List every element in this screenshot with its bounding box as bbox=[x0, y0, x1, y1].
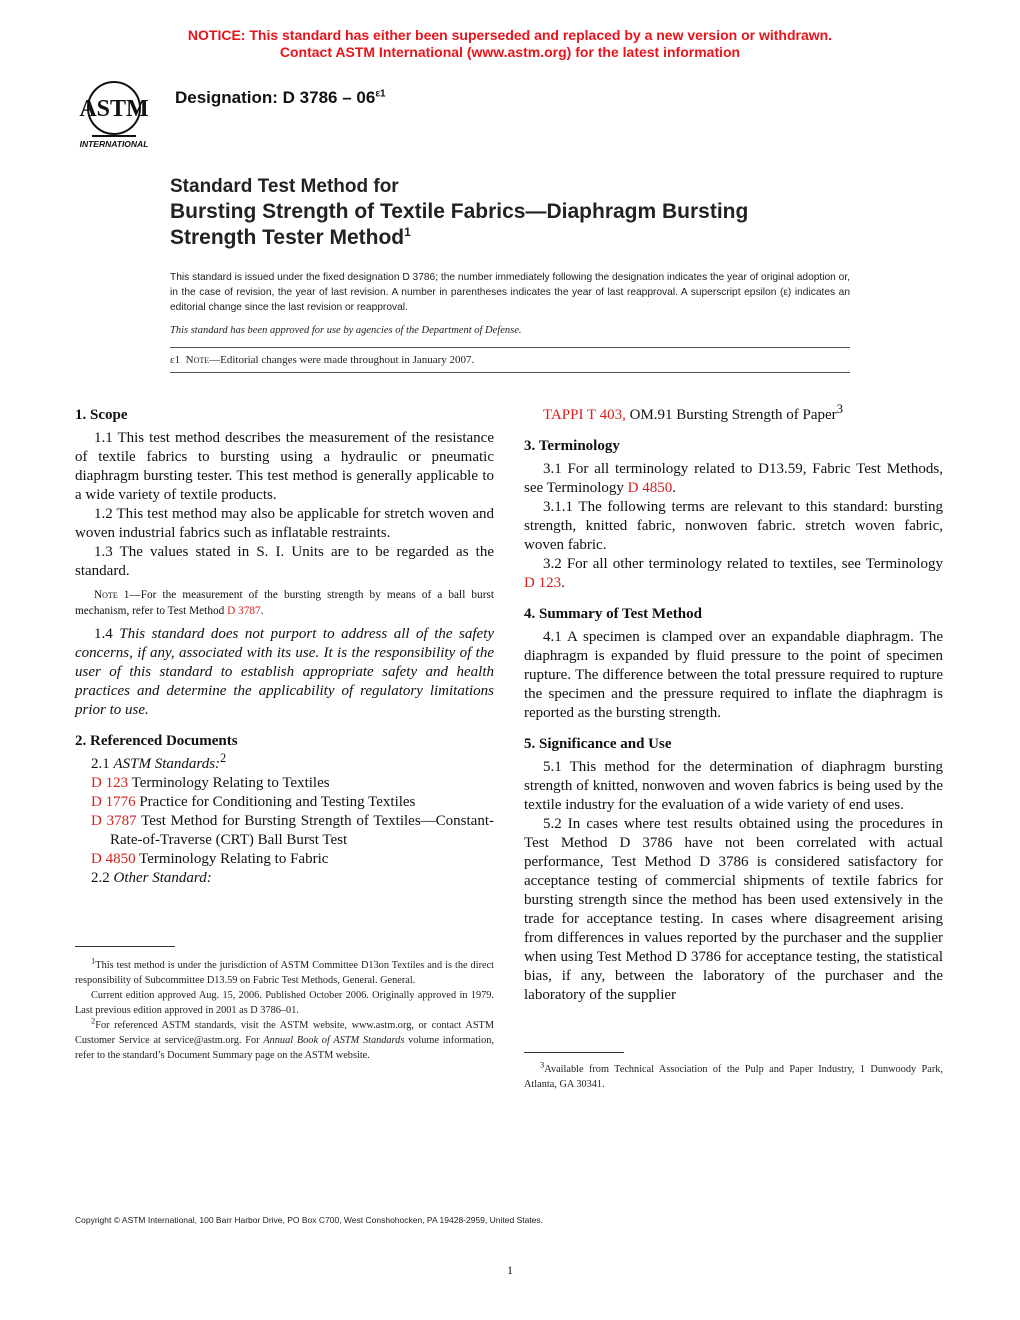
notice-line-2: Contact ASTM International (www.astm.org) for the latest information bbox=[279, 44, 741, 60]
para-3-2 bbox=[524, 555, 943, 593]
editorial-note bbox=[170, 354, 474, 366]
note-label: Note bbox=[185, 354, 210, 366]
ref-item bbox=[75, 793, 494, 812]
epsilon-mark: ε1 bbox=[170, 354, 181, 366]
section-refdocs-heading: 2. Referenced Documents bbox=[75, 733, 238, 749]
page-number: 1 bbox=[507, 1263, 513, 1277]
para-1-4-text: This standard does not purport to address all of the safety concerns, if any, associated with its use. It is the responsibility of the user of this standard to establish appropriate safety and health practices and determine the applicability of regulatory limitations prior to use. bbox=[75, 626, 495, 718]
note-1-end: . bbox=[260, 605, 264, 617]
title-line-1: Standard Test Method for bbox=[170, 176, 399, 197]
footnote-3-text: Available from Technical Association of the Pulp and Paper Industry, 1 Dunwoody Park, Atlanta, GA 30341. bbox=[524, 1064, 943, 1090]
link-d3787[interactable]: D 3787 bbox=[91, 813, 137, 829]
footnote-2-text-b: volume information, refer to the standard’s Document Summary page on the ASTM website. bbox=[75, 1035, 494, 1061]
note-1 bbox=[75, 587, 494, 619]
ref-2-1-number: 2.1 bbox=[91, 756, 114, 772]
designation-label: Designation: D 3786 – 06 bbox=[175, 88, 376, 107]
title-footnote-mark: 1 bbox=[404, 225, 411, 239]
ref-item-text: Practice for Conditioning and Testing Textiles bbox=[135, 794, 416, 810]
para-5-1: 5.1 This method for the determination of diaphragm bursting strength of knitted, nonwoven and woven fabrics is being used by the textile industry for the evaluation of a wide variety of end uses. bbox=[524, 759, 943, 813]
ref-item bbox=[75, 850, 494, 869]
notice-line-1: NOTICE: This standard has either been superseded and replaced by a new version or withdrawn. bbox=[187, 27, 833, 43]
logo-text: ASTM bbox=[79, 96, 149, 122]
page-title bbox=[170, 175, 748, 251]
copyright-line: Copyright © ASTM International, 100 Barr Harbor Drive, PO Box C700, West Conshohocken, PA 19428-2959, United States. bbox=[75, 1215, 544, 1225]
footnote-2 bbox=[75, 1015, 494, 1063]
designation-superscript: ε1 bbox=[375, 88, 386, 100]
header-rule-top bbox=[170, 347, 850, 348]
footnotes-right bbox=[524, 1059, 943, 1092]
left-column bbox=[75, 406, 494, 888]
footnote-1-mark: 1 bbox=[91, 955, 96, 966]
ref-2-1 bbox=[75, 751, 494, 774]
editorial-note-text: —Editorial changes were made throughout in January 2007. bbox=[209, 354, 475, 366]
ref-item bbox=[75, 812, 494, 850]
footnote-1 bbox=[75, 955, 494, 988]
footnote-1b: Current edition approved Aug. 15, 2006. Published October 2006. Originally approved in 1979. Last previous edition approved in 2001 as D 3786–01. bbox=[75, 990, 494, 1016]
ref-2-2-number: 2.2 bbox=[91, 870, 114, 886]
ref-2-1-text: ASTM Standards: bbox=[113, 756, 221, 772]
footnote-rule-left bbox=[75, 946, 175, 947]
ref-item-text: Terminology Relating to Fabric bbox=[135, 851, 329, 867]
supersession-notice bbox=[0, 27, 1020, 61]
para-3-1 bbox=[524, 460, 943, 498]
section-terminology-heading: 3. Terminology bbox=[524, 438, 620, 454]
section-scope-heading: 1. Scope bbox=[75, 407, 128, 423]
tappi-reference bbox=[524, 402, 943, 425]
link-d3787-note[interactable]: D 3787 bbox=[227, 605, 261, 617]
ref-2-2-text: Other Standard: bbox=[113, 870, 212, 886]
link-d4850-terminology[interactable]: D 4850 bbox=[627, 480, 673, 496]
para-3-1-text: 3.1 For all terminology related to D13.59, Fabric Test Methods, see Terminology bbox=[524, 461, 943, 496]
dod-approval-note: This standard has been approved for use by agencies of the Department of Defense. bbox=[170, 325, 522, 336]
link-d1776[interactable]: D 1776 bbox=[91, 794, 136, 810]
tappi-text: OM.91 Bursting Strength of Paper bbox=[625, 407, 837, 423]
designation bbox=[175, 88, 386, 108]
para-1-2: 1.2 This test method may also be applicable for stretch woven and woven industrial fabrics such as inflatable restraints. bbox=[75, 506, 494, 541]
para-3-1-1: 3.1.1 The following terms are relevant to this standard: bursting strength, knitted fabric, nonwoven fabric. stretch woven fabric, woven fabric. bbox=[524, 499, 943, 553]
para-1-1: 1.1 This test method describes the measurement of the resistance of textile fabrics to bursting using a hydraulic or pneumatic diaphragm bursting tester. This test method is generally applicable to a wide variety of textile products. bbox=[75, 430, 494, 503]
footnote-2-italic: Annual Book of ASTM Standards bbox=[263, 1035, 405, 1046]
note-1-label: Note bbox=[94, 589, 118, 601]
footnote-3 bbox=[524, 1059, 943, 1092]
footnotes-left bbox=[75, 955, 494, 1063]
footnote-rule-right bbox=[524, 1052, 624, 1053]
para-3-2-end: . bbox=[561, 575, 565, 591]
para-1-4-number: 1.4 bbox=[94, 626, 120, 642]
astm-logo bbox=[68, 78, 160, 150]
para-5-2: 5.2 In cases where test results obtained using the procedures in Test Method D 3786 have not been correlated with actual performance, Test Method D 3786 is considered satisfactory for acceptance testing of commercial shipments of textile fabrics for bursting strength since the method has been used extensively in the trade for acceptance testing. In cases where disagreement arising from differences in values reported by the purchaser and the supplier when using Test Method D 3786 for acceptance testing, the statistical bias, if any, between the laboratory of the purchaser and the laboratory of the supplier bbox=[524, 816, 943, 1003]
ref-2-1-sup: 2 bbox=[220, 751, 227, 765]
link-d4850[interactable]: D 4850 bbox=[91, 851, 136, 867]
right-column bbox=[524, 402, 943, 1005]
section-summary-heading: 4. Summary of Test Method bbox=[524, 606, 702, 622]
logo-subtext: INTERNATIONAL bbox=[79, 139, 149, 149]
tappi-sup: 3 bbox=[836, 402, 843, 416]
footnote-2-text-a: For referenced ASTM standards, visit the ASTM website, www.astm.org, or contact ASTM Customer Service at service@astm.org. For bbox=[75, 1020, 494, 1046]
section-significance-heading: 5. Significance and Use bbox=[524, 736, 672, 752]
header-rule-bottom bbox=[170, 372, 850, 373]
para-1-3: 1.3 The values stated in S. I. Units are to be regarded as the standard. bbox=[75, 544, 494, 579]
para-3-2-text: 3.2 For all other terminology related to textiles, see Terminology bbox=[543, 556, 943, 572]
link-d123-terminology[interactable]: D 123 bbox=[524, 575, 562, 591]
ref-item bbox=[75, 774, 494, 793]
link-d123[interactable]: D 123 bbox=[91, 775, 129, 791]
footnote-2-mark: 2 bbox=[91, 1015, 96, 1026]
footnote-1-text: This test method is under the jurisdiction of ASTM Committee D13on Textiles and is the direct responsibility of Subcommittee D13.59 on Fabric Test Methods, General. General. bbox=[75, 960, 494, 986]
para-1-4 bbox=[75, 625, 494, 720]
ref-item-text: Test Method for Bursting Strength of Textiles—Constant-Rate-of-Traverse (CRT) Ball Burst Test bbox=[110, 813, 494, 848]
issuance-statement: This standard is issued under the fixed designation D 3786; the number immediately following the designation indicates the year of original adoption or, in the case of revision, the year of last revision. A number in parentheses indicates the year of last reapproval. A superscript epsilon (ε) indicates an editorial change since the last revision or reapproval. bbox=[170, 272, 850, 313]
link-tappi-t403[interactable]: TAPPI T 403, bbox=[543, 407, 626, 423]
note-1-text: 1—For the measurement of the bursting strength by means of a ball burst mechanism, refer to Test Method bbox=[75, 589, 494, 617]
ref-2-2 bbox=[75, 869, 494, 888]
footnote-3-mark: 3 bbox=[540, 1059, 545, 1070]
ref-item-text: Terminology Relating to Textiles bbox=[128, 775, 330, 791]
title-line-3: Strength Tester Method bbox=[170, 226, 405, 249]
para-3-1-end: . bbox=[672, 480, 676, 496]
title-line-2: Bursting Strength of Textile Fabrics—Diaphragm Bursting bbox=[170, 200, 749, 223]
para-4-1: 4.1 A specimen is clamped over an expandable diaphragm. The diaphragm is expanded by fluid pressure to the point of specimen rupture. The difference between the total pressure required to rupture the specimen and the pressure required to inflate the diaphragm is reported as the bursting strength. bbox=[524, 629, 943, 721]
